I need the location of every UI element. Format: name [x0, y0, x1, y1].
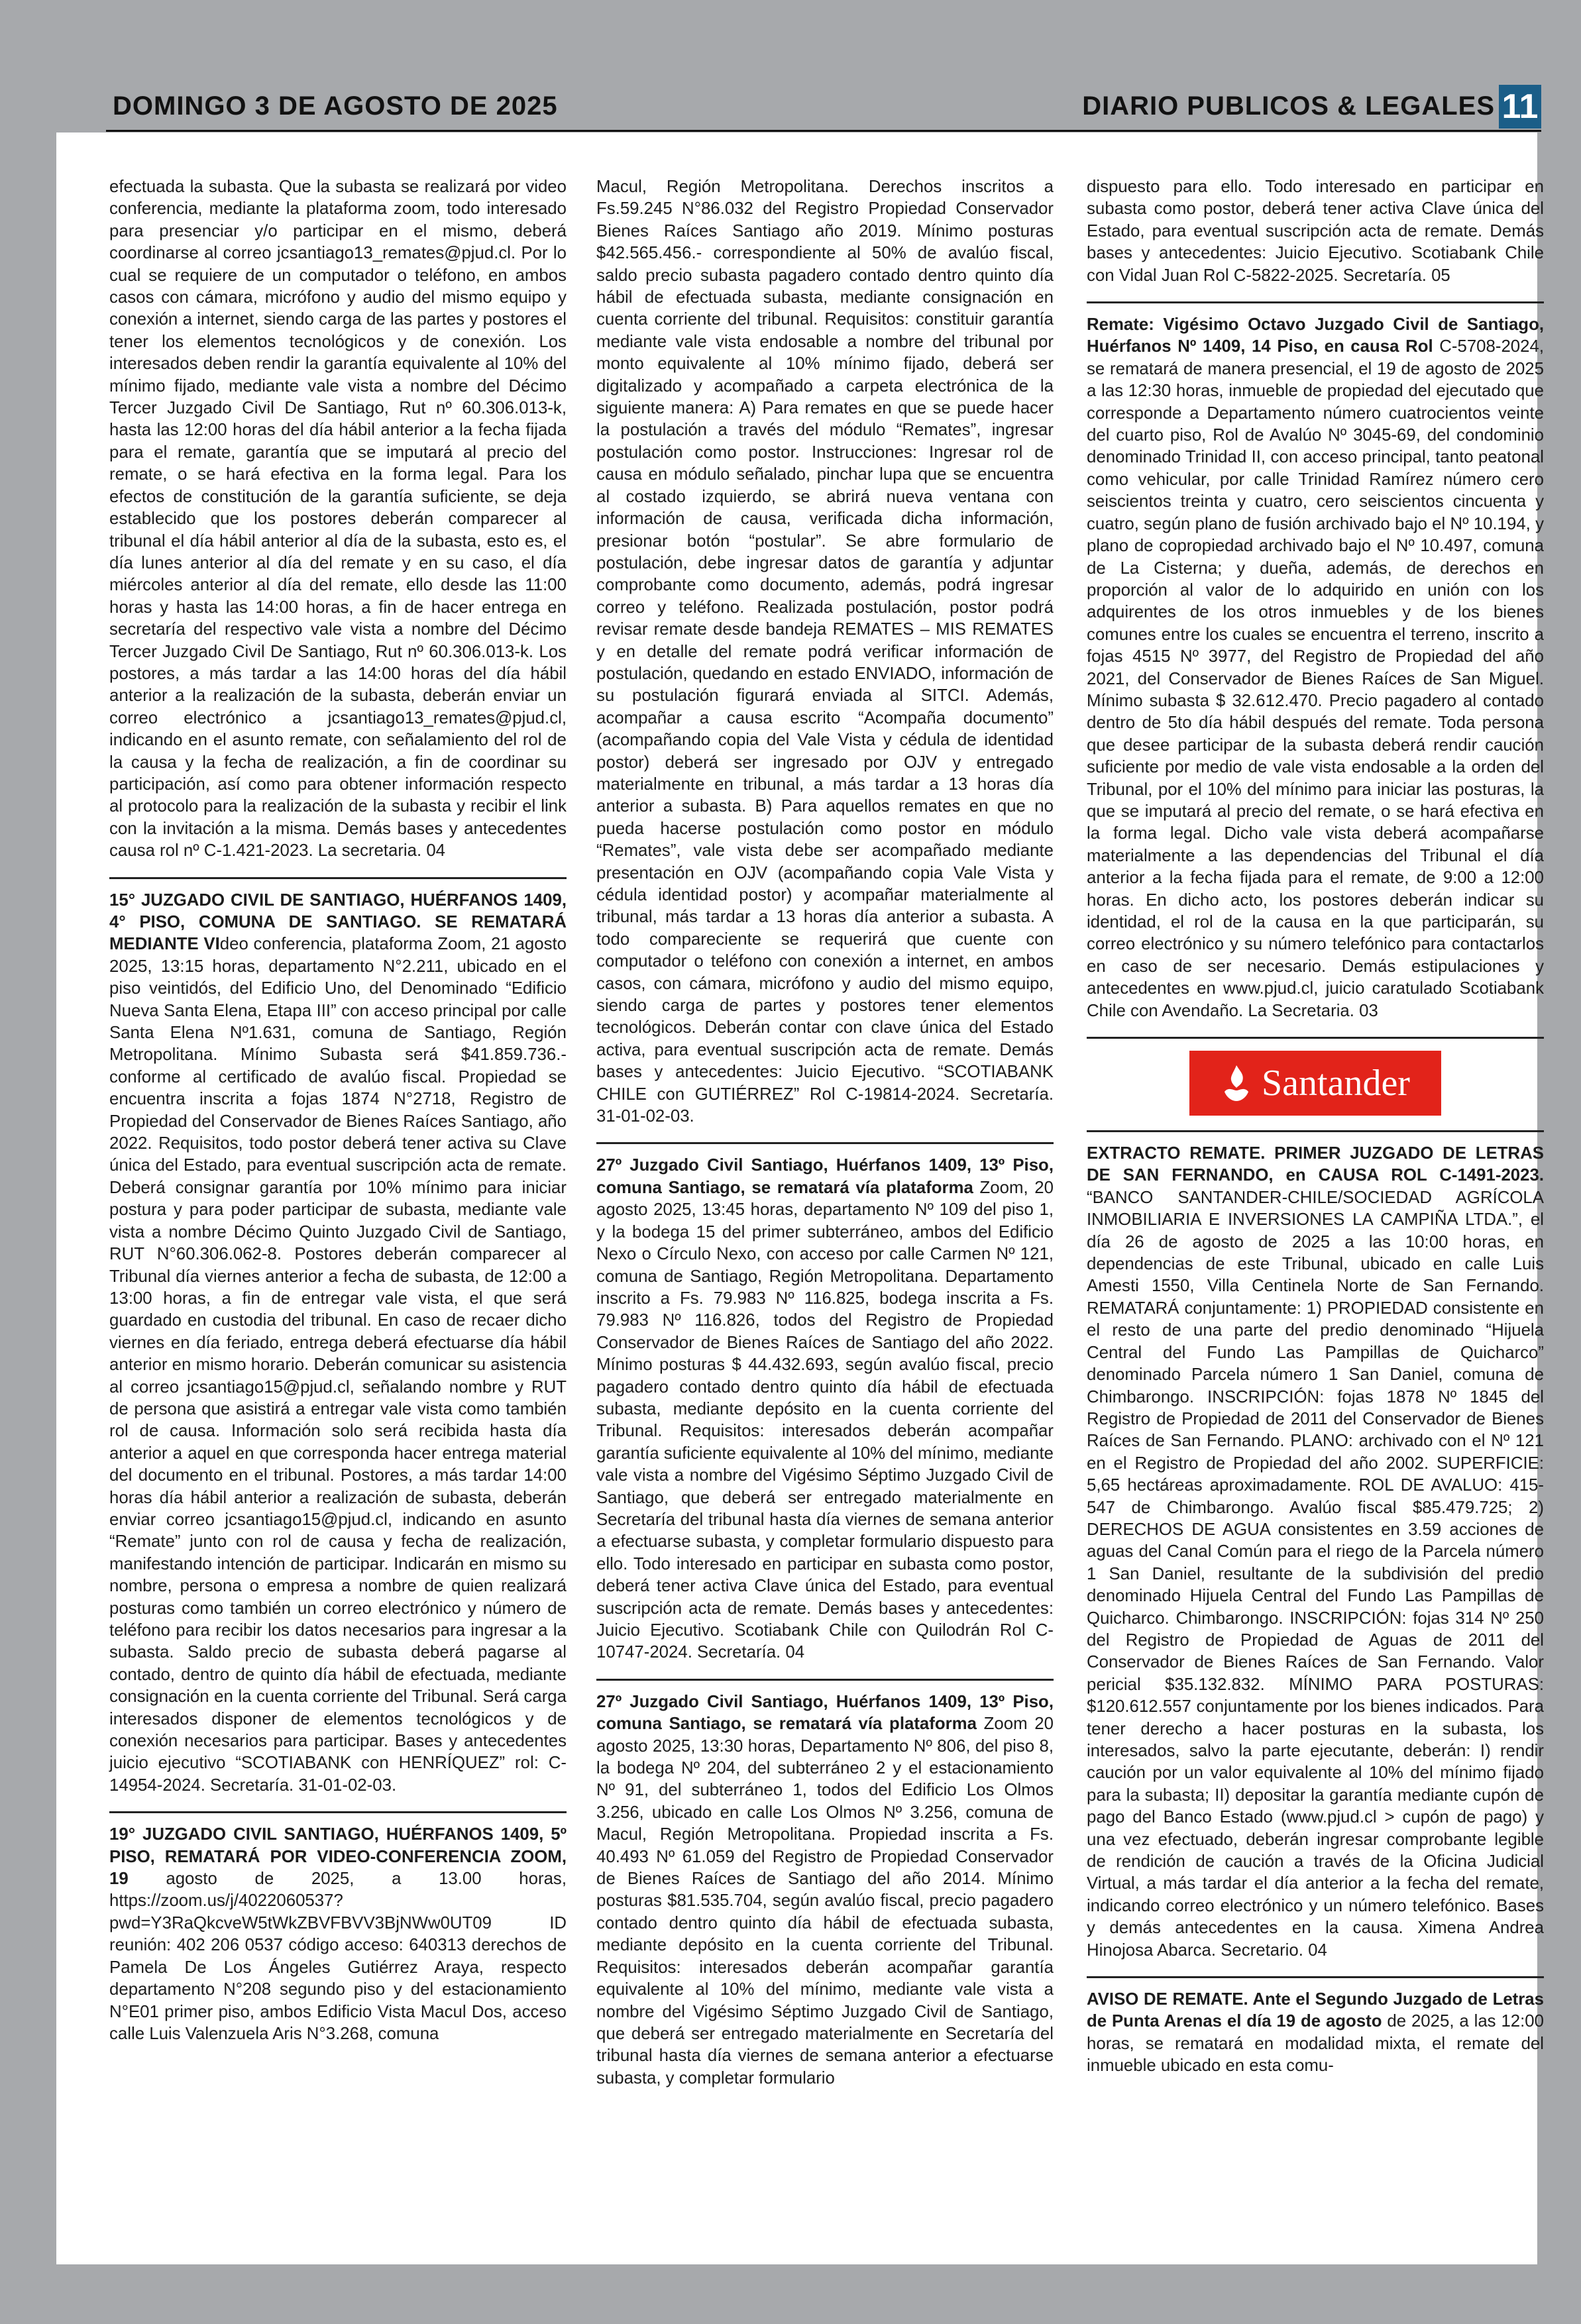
column-2 [596, 176, 1054, 2089]
notice [1087, 314, 1544, 1022]
notice-continued [109, 176, 567, 863]
notice [109, 1824, 567, 2045]
notice [596, 1691, 1054, 2089]
notice-divider [1087, 301, 1544, 303]
notice-divider [596, 1679, 1054, 1681]
notice-heading: Remate: Vigésimo Octavo Juzgado Civil de Santiago, Huérfanos Nº 1409, 14 Piso, en causa Rol [1087, 315, 1544, 356]
notice-continued [1087, 176, 1544, 287]
notice [596, 1155, 1054, 1664]
notice-divider [1087, 1037, 1544, 1039]
flame-icon [1221, 1064, 1252, 1102]
page-number: 11 [1499, 85, 1541, 129]
column-1 [109, 176, 567, 2045]
notice-divider [596, 1142, 1054, 1144]
notice-heading: EXTRACTO REMATE. PRIMER JUZGADO DE LETRAS DE SAN FERNANDO, en CAUSA ROL C-1491-2023. [1087, 1144, 1544, 1185]
notice-divider [109, 877, 567, 879]
notice-text: efectuada la subasta. Que la subasta se realizará por video conferencia, mediante la plataforma zoom, todo interesado para presenciar y/o participar en el mismo, deberá coordinarse al correo jcsantiago13_remates@pjud.cl. Por lo cual se requiere de un computador o teléfono, en ambos casos con cámara, micrófono y audio del mismo equipo y conexión a internet, siendo carga de las partes y postores el tener los elementos tecnológicos y de conexión. Los interesados deben rendir la garantía equivalente al 10% del mínimo fijado, mediante vale vista a nombre del Décimo Tercer Juzgado Civil De Santiago, Rut nº 60.306.013-k, hasta las 12:00 horas del día hábil anterior a la fecha fijada para el remate, garantía que se imputará al precio del remate, o se hará efectiva en la forma legal. Para los efectos de constitución de la garantía suficiente, se deja establecido que los postores deberán comparecer al tribunal el día hábil anterior al día de la subasta, esto es, el día lunes anterior al día del remate y en su caso, el día miércoles anterior al día del remate, ello desde las 11:00 horas y hasta las 14:00 horas, a fin de hacer entrega en secretaría del respectivo vale vista a nombre del Décimo Tercer Juzgado Civil De Santiago, Rut nº 60.306.013-k. Los postores, a más tardar a las 14:00 horas del día hábil anterior a la realización de la subasta, deberán enviar un correo electrónico a jcsantiago13_remates@pjud.cl, indicando en el asunto remate, con señalamiento del rol de la causa y la fecha de realización, a fin de coordinar su participación, así como para obtener información respecto al protocolo para la realización de la subasta y recibir el link con la invitación a la misma. Demás bases y antecedentes causa rol nº C-1.421-2023. La secretaria. 04 [109, 178, 567, 861]
notice-text: dispuesto para ello. Todo interesado en participar en subasta como postor, deberá tener activa Clave única del Estado, para eventual suscripción acta de remate. Demás bases y antecedentes: Juicio Ejecutivo. Scotiabank Chile con Vidal Juan Rol C-5822-2025. Secretaría. 05 [1087, 178, 1544, 285]
notice-divider [109, 1811, 567, 1813]
notice-text: de 2025, a las 12:00 horas, se rematará en modalidad mixta, el remate del inmueble ubicado en esta comu- [1087, 2012, 1544, 2076]
notice-text: “BANCO SANTANDER-CHILE/SOCIEDAD AGRÍCOLA INMOBILIARIA E INVERSIONES LA CAMPIÑA LTDA.”, el día 26 de agosto de 2025 a las 10:00 horas, en dependencias de este Tribunal, ubicado en calle Luis Amesti 1550, Villa Centinela Norte de San Fernando. REMATARÁ conjuntamente: 1) PROPIEDAD consistente en el resto de una parte del predio denominado “Hijuela Central del Fundo Las Pampillas de Quicharco” denominado Parcela número 1 San Daniel, comuna de Chimbarongo. INSCRIPCIÓN: fojas 1878 Nº 1845 del Registro de Propiedad de 2011 del Conservador de Bienes Raíces de San Fernando. PLANO: archivado con el Nº 121 en el Registro de Propiedad del año 2002. SUPERFICIE: 5,65 hectáreas aproximadamente. ROL DE AVALUO: 415-547 de Chimbarongo. Avalúo fiscal $85.479.725; 2) DERECHOS DE AGUA consistentes en 3.59 acciones de aguas del Canal Común para el riego de la Parcela número 1 San Daniel, resultante de la subdivisión del predio denominado Hijuela Central del Fundo Las Pampillas de Quicharco. Chimbarongo. INSCRIPCIÓN: fojas 314 Nº 250 del Registro de Propiedad de Aguas de 2011 del Conservador de Bienes Raíces de San Fernando. Valor pericial $35.132.832. MÍNIMO PARA POSTURAS: $120.612.557 conjuntamente por los bienes indicados. Para tener derecho a hacer posturas en la subasta, los interesados, salvo la parte ejecutante, deberán: I) rendir caución por un valor equivalente al 10% del mínimo fijado para la subasta; II) depositar la garantía mediante cupón de pago del Banco Estado (www.pjud.cl > cupón de pago) y una vez efectuado, deberán ingresar comprobante legible de rendición de caución a través de la Oficina Judicial Virtual, a más tardar el día anterior a la fecha del remate, indicando correo electrónico y un número telefónico. Bases y demás antecedentes en la causa. Ximena Andrea Hinojosa Abarca. Secretario. 04 [1087, 1188, 1544, 1960]
notice-heading: 27º Juzgado Civil Santiago, Huérfanos 1409, 13º Piso, comuna Santiago, se rematará vía plataforma [596, 1156, 1054, 1197]
notice-continued [596, 176, 1054, 1128]
notice-text: Zoom, 20 agosto 2025, 13:45 horas, departamento Nº 109 del piso 1, y la bodega 15 del primer subterráneo, ambos del Edificio Nexo o Círculo Nexo, con acceso por calle Carmen Nº 121, comuna de Santiago, Región Metropolitana. Departamento inscrito a Fs. 79.983 Nº 116.825, bodega inscrita a Fs. 79.983 Nº 116.826, todos del Registro de Propiedad Conservador de Bienes Raíces de Santiago del año 2022. Mínimo posturas $ 44.432.693, según avalúo fiscal, precio pagadero contado dentro quinto día hábil de efectuada subasta, mediante depósito en la cuenta corriente del Tribunal. Requisitos: interesados deberán acompañar garantía suficiente equivalente al 10% del mínimo, mediante vale vista a nombre del Vigésimo Séptimo Juzgado Civil de Santiago, que deberá ser entregado materialmente en Secretaría del tribunal hasta día viernes de semana anterior a efectuarse subasta, y completar formulario dispuesto para ello. Todo interesado en participar en subasta como postor, deberá tener activa Clave única del Estado, para eventual suscripción acta de remate. Demás bases y antecedentes: Juicio Ejecutivo. Scotiabank Chile con Quilodrán Rol C-10747-2024. Secretaría. 04 [596, 1178, 1054, 1662]
header-rule [106, 130, 1541, 132]
notice-divider [1087, 1976, 1544, 1978]
page-header [0, 0, 1581, 132]
notice-heading: 19° JUZGADO CIVIL SANTIAGO, HUÉRFANOS 1409, 5º PISO, REMATARÁ POR VIDEO-CONFERENCIA ZOOM, 19 [109, 1825, 567, 1889]
notice-text: deo conferencia, plataforma Zoom, 21 agosto 2025, 13:15 horas, departamento N°2.211, ubicado en el piso veintidós, del Edificio Uno, del Denominado “Edificio Nueva Santa Elena, Etapa III” con acceso principal por calle Santa Elena Nº1.631, comuna de Santiago, Región Metropolitana. Mínimo Subasta será $41.859.736.- conforme al certificado de avalúo fiscal. Propiedad se encuentra inscrita a fojas 1874 N°2718, Registro de Propiedad del Conservador de Bienes Raíces Santiago, año 2022. Requisitos, todo postor deberá tener activa su Clave única del Estado, para eventual suscripción acta de remate. Deberá consignar garantía por 10% mínimo para iniciar postura y para poder participar de subasta, mediante vale vista a nombre Décimo Quinto Juzgado Civil de Santiago, RUT N°60.306.062-8. Postores deberán comparecer al Tribunal día viernes anterior a fecha de subasta, de 12:00 a 13:00 horas, a fin de entregar vale vista, el que será guardado en custodia del tribunal. En caso de recaer dicho viernes en día feriado, entrega deberá efectuarse día hábil anterior en mismo horario. Deberán comunicar su asistencia al correo jcsantiago15@pjud.cl, señalando nombre y RUT de persona que asistirá a entregar vale vista como también rol de causa. Información solo será recibida hasta día anterior a aquel en que corresponda hacer entrega material del documento en el tribunal. Postores, a más tardar 14:00 horas día hábil anterior a realización de subasta, deberán enviar correo jcsantiago15@pjud.cl, indicando en asunto “Remate” junto con rol de causa y fecha de realización, manifestando intención de participar. Indicarán en mismo su nombre, persona o empresa a nombre de quien realizará posturas como también un correo electrónico y número de teléfono para recibir los datos necesarios para ingresar a la subasta. Saldo precio de subasta deberá pagarse al contado, dentro de quinto día hábil de efectuada, mediante consignación en la cuenta corriente del Tribunal. Será carga interesados disponer de elementos tecnológicos y de conexión necesarios para participar. Bases y antecedentes juicio ejecutivo “SCOTIABANK con HENRÍQUEZ” rol: C-14954-2024. Secretaría. 31-01-02-03. [109, 935, 567, 1795]
santander-logo [1087, 1051, 1544, 1116]
notice [1087, 1989, 1544, 2078]
issue-date: DOMINGO 3 DE AGOSTO DE 2025 [113, 91, 558, 121]
notice-text: C-5708-2024, se rematará de manera presencial, el 19 de agosto de 2025 a las 12:30 horas, inmueble de propiedad del ejecutado que corresponde a Departamento número cuatrocientos veinte del cuarto piso, Rol de Avalúo Nº 3045-69, del condominio denominado Trinidad II, con acceso principal, tanto peatonal como vehicular, por calle Trinidad Ramírez número cero seiscientos treinta y cuatro, cero seiscientos cincuenta y cuatro, según plano de fusión archivado bajo el Nº 10.194, y plano de copropiedad archivado bajo el Nº 10.497, comuna de La Cisterna; y dueña, además, de derechos en proporción al valor de lo adquirido en unión con los adquirentes de los otros inmuebles y de los bienes comunes entre los cuales se encuentra el terreno, inscrito a fojas 4515 Nº 3977, del Registro de Propiedad del año 2021, del Conservador de Bienes Raíces de San Miguel. Mínimo subasta $ 32.612.470. Precio pagadero al contado dentro de 5to día hábil después del remate. Toda persona que desee participar de la subasta deberá rendir caución suficiente por medio de vale vista endosable a la orden del Tribunal, por el 10% del mínimo para iniciar las posturas, la que se imputará al precio del remate, o se hará efectiva en la forma legal. Dicho vale vista deberá acompañarse materialmente a las dependencias del Tribunal el día anterior a la fecha fijada para el remate, de 9:00 a 12:00 horas. En dicho acto, los postores deberán indicar su identidad, el rol de la causa en la que participarán, su correo electrónico y su número telefónico para contactarlos en caso de ser necesario. Demás estipulaciones y antecedentes en www.pjud.cl, juicio caratulado Scotiabank Chile con Avendaño. La Secretaria. 03 [1087, 337, 1545, 1020]
notice-heading: 27º Juzgado Civil Santiago, Huérfanos 1409, 13º Piso, comuna Santiago, se rematará vía plataforma [596, 1692, 1054, 1734]
notice-heading: 15° JUZGADO CIVIL DE SANTIAGO, HUÉRFANOS 1409, 4° PISO, COMUNA DE SANTIAGO. SE REMATARÁ MEDIANTE VI [109, 890, 567, 954]
notice-text: agosto de 2025, a 13.00 horas, https://zoom.us/j/4022060537?pwd=Y3RaQkcveW5tWkZBVFBVV3BjNWw0UT09 ID reunión: 402 206 0537 código acceso: 640313 derechos de Pamela De Los Ángeles Gutiérrez Araya, respecto departamento N°208 segundo piso y del estacionamiento N°E01 primer piso, ambos Edificio Vista Macul Dos, acceso calle Luis Valenzuela Aris N°3.268, comuna [109, 1870, 567, 2043]
logo-wordmark: Santander [1262, 1063, 1410, 1104]
newspaper-page [56, 132, 1545, 2264]
notice [1087, 1143, 1544, 1962]
notice [109, 890, 567, 1797]
column-3 [1087, 176, 1544, 2078]
notice-text: Zoom 20 agosto 2025, 13:30 horas, Departamento Nº 806, del piso 8, la bodega Nº 204, del subterráneo 2 y el estacionamiento Nº 91, del subterráneo 1, todos del Edificio Los Olmos 3.256, ubicado en calle Los Olmos Nº 3.256, comuna de Macul, Región Metropolitana. Propiedad inscrita a Fs. 40.493 Nº 61.059 del Registro de Propiedad Conservador de Bienes Raíces de Santiago del año 2014. Mínimo posturas $81.535.704, según avalúo fiscal, precio pagadero contado dentro quinto día hábil de efectuada subasta, mediante depósito en la cuenta corriente del Tribunal. Requisitos: interesados deberán acompañar garantía equivalente al 10% del mínimo, mediante vale vista a nombre del Vigésimo Séptimo Juzgado Civil de Santiago, que deberá ser entregado materialmente en Secretaría del tribunal hasta día viernes de semana anterior a efectuarse subasta, y completar formulario [596, 1715, 1054, 2087]
notice-text: Macul, Región Metropolitana. Derechos inscritos a Fs.59.245 N°86.032 del Registro Propiedad Conservador Bienes Raíces Santiago año 2019. Mínimo posturas $42.565.456.- correspondiente al 50% de avalúo fiscal, saldo precio subasta pagadero contado dentro quinto día hábil de efectuada subasta, mediante consignación en cuenta corriente del tribunal. Requisitos: constituir garantía mediante vale vista endosable a nombre del tribunal por monto equivalente al 10% mínimo fijado, deberá ser digitalizado y acompañado a carpeta electrónica de la siguiente manera: A) Para remates en que se puede hacer la postulación a través del módulo “Remates”, ingresar postulación como postor. Instrucciones: Ingresar rol de causa en módulo señalado, pinchar lupa que se encuentra al costado izquierdo, se abrirá nueva ventana con información de causa, verificada dicha información, presionar botón “postular”. Se abre formulario de postulación, debe ingresar datos de garantía y adjuntar comprobante como documento, además, podrá ingresar correo y teléfono. Realizada postulación, postor podrá revisar remate desde bandeja REMATES – MIS REMATES y en detalle del remate podrá verificar información de postulación, quedando en estado ENVIADO, información de su postulación figurará enviada al SITCI. Además, acompañar a causa escrito “Acompaña documento” (acompañando copia del Vale Vista y cédula de identidad postor) deberá ser ingresado por OJV y entregado materialmente en tribunal, a más tardar a 13 horas día anterior a subasta. B) Para aquellos remates en que no pueda hacerse postulación como postor en módulo “Remates”, vale vista debe ser acompañado mediante presentación en OJV (acompañando copia Vale Vista y cédula identidad postor) y acompañar materialmente al tribunal, más tardar a 13 horas día anterior a subasta. A todo compareciente se requerirá que cuente con computador o teléfono con conexión a internet, en ambos casos, con cámara, micrófono y audio del mismo equipo, siendo carga de partes y postores tener elementos tecnológicos. Deberán contar con clave única del Estado activa, para eventual suscripción acta de remate. Demás bases y antecedentes: Juicio Ejecutivo. “SCOTIABANK CHILE con GUTIÉRREZ” Rol C-19814-2024. Secretaría. 31-01-02-03. [596, 178, 1054, 1126]
publication-name: DIARIO PUBLICOS & LEGALES [1082, 91, 1495, 121]
notice-divider [1087, 1130, 1544, 1132]
notice-heading: AVISO DE REMATE. Ante el Segundo Juzgado de Letras de Punta Arenas el día 19 de agosto [1087, 1990, 1544, 2031]
